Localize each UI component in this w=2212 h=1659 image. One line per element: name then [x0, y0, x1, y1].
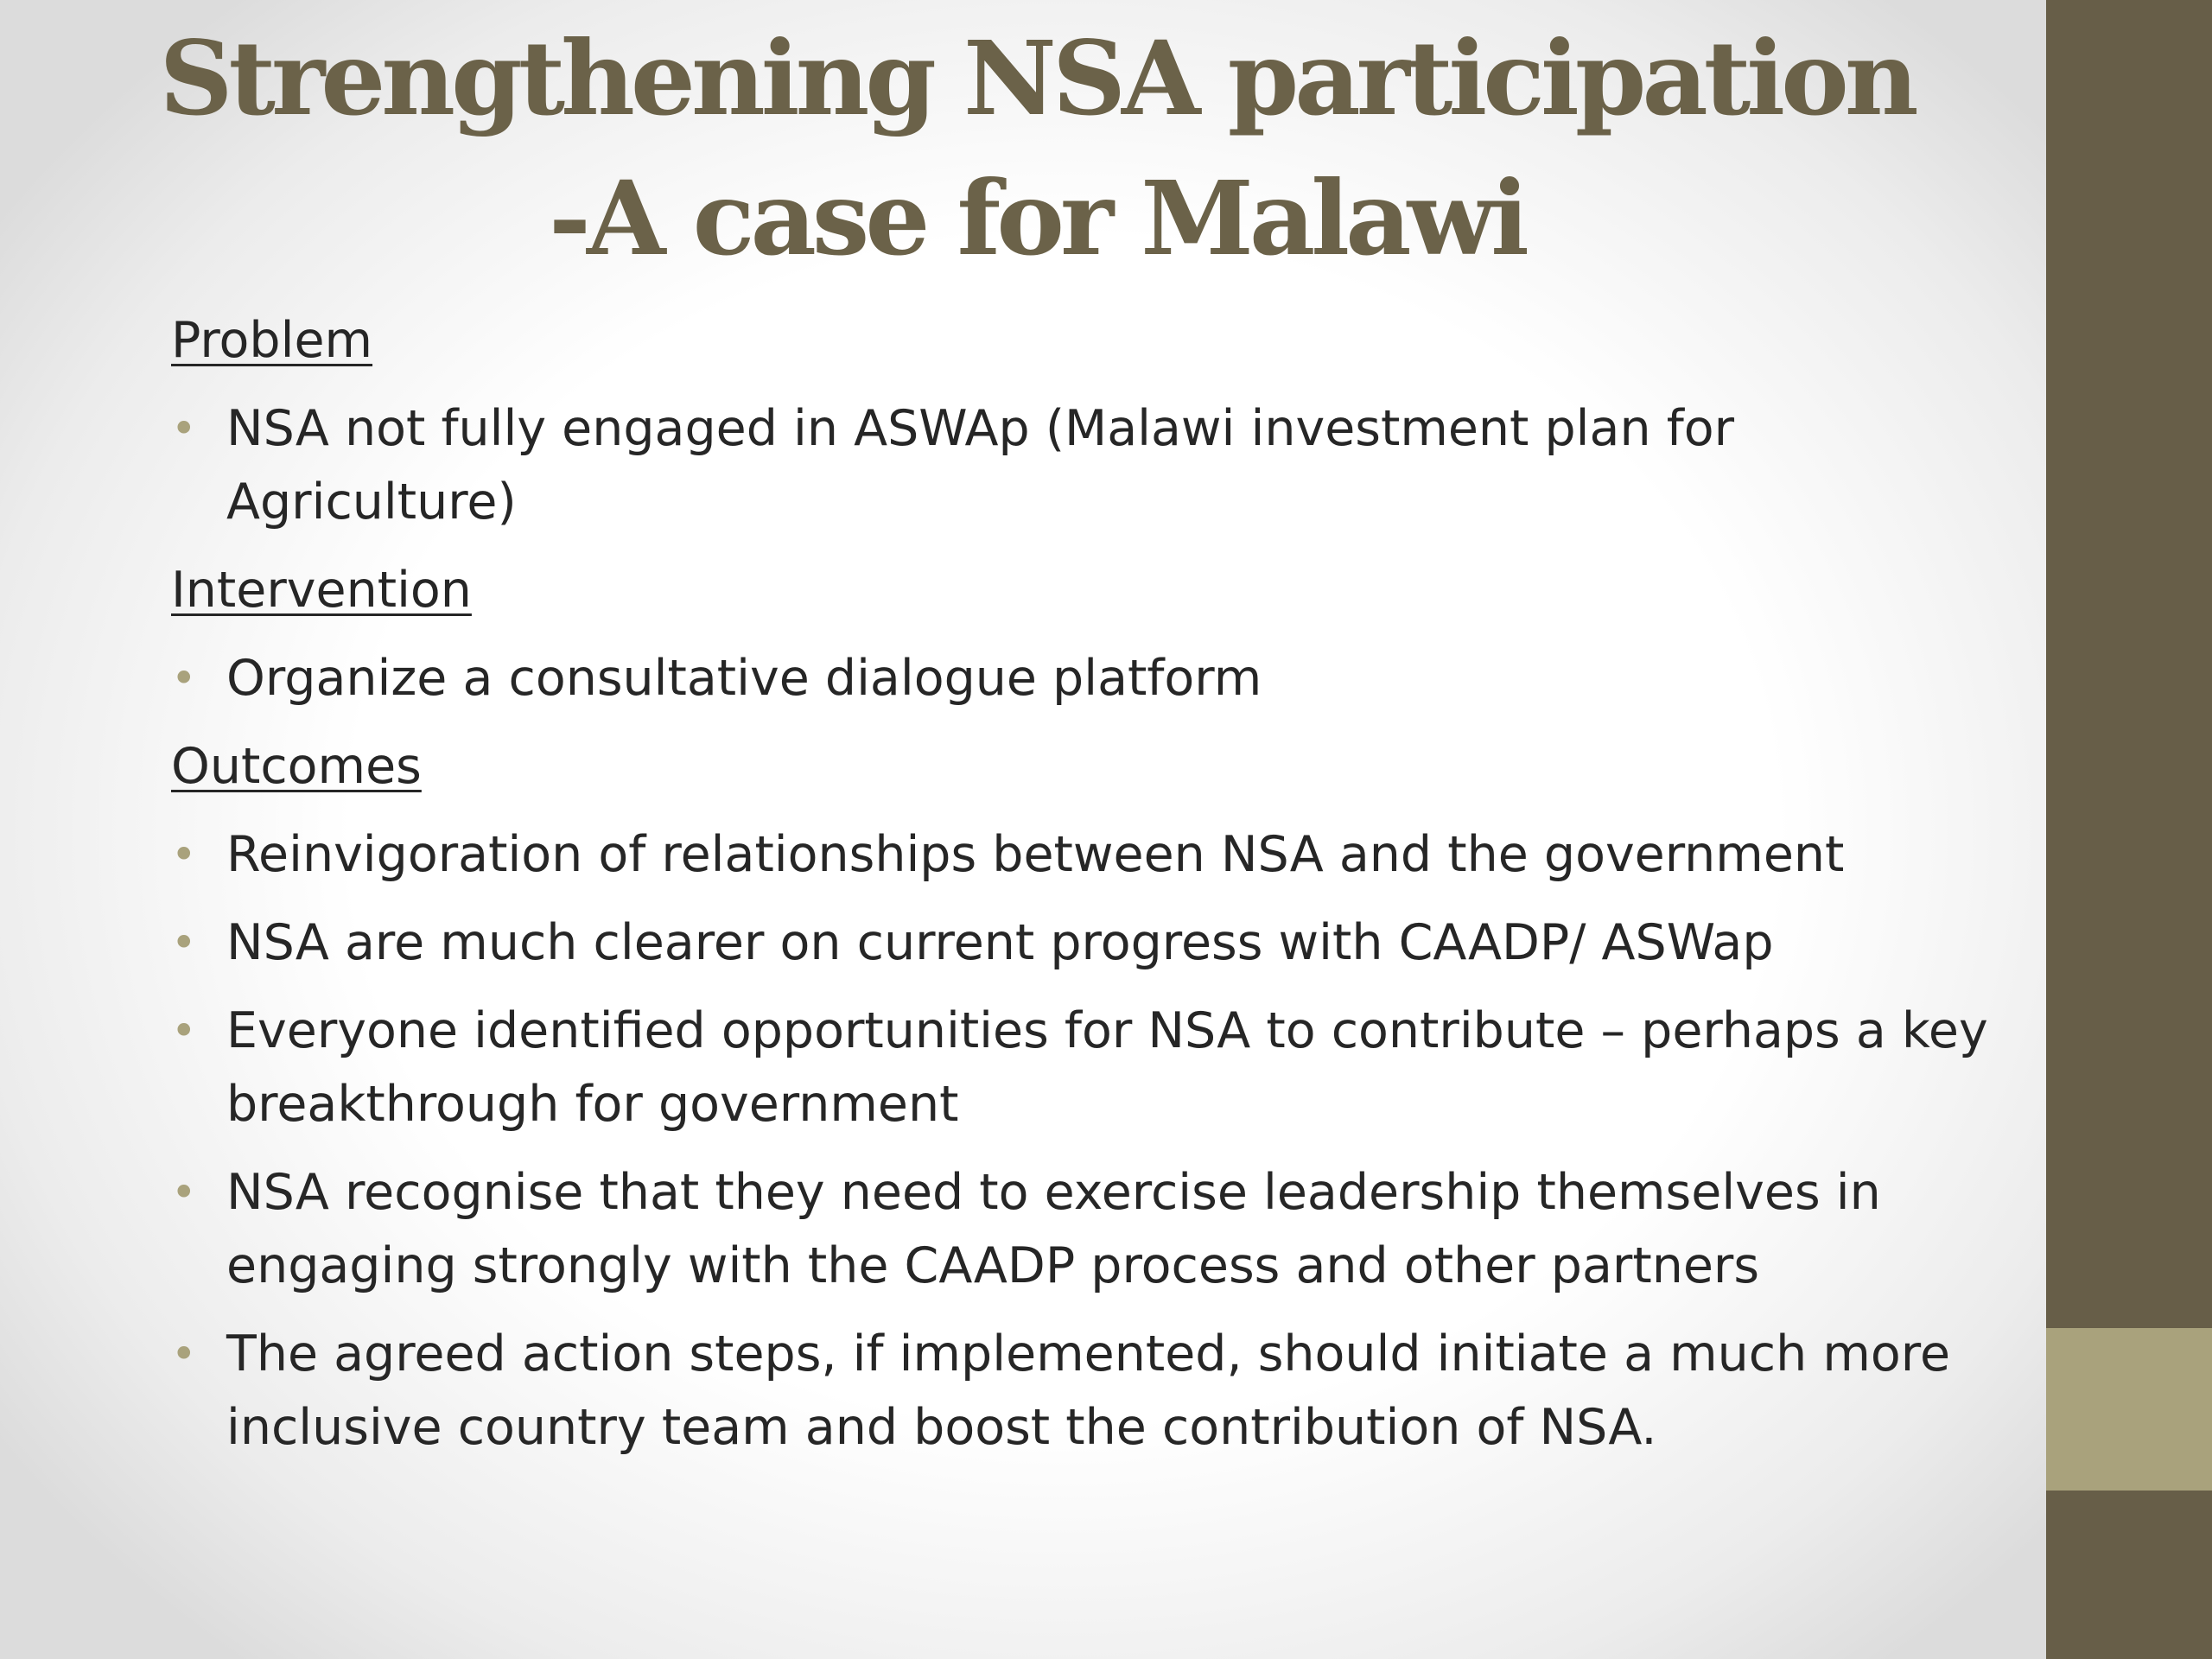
bullet-item	[171, 392, 2003, 539]
bullet-dot-icon: •	[171, 1167, 197, 1217]
bullet-dot-icon: •	[171, 918, 197, 968]
bullet-list-intervention	[171, 642, 2003, 715]
bullet-dot-icon: •	[171, 404, 197, 454]
section-intervention	[171, 554, 2003, 715]
section-heading-intervention: Intervention	[171, 562, 472, 619]
bullet-dot-icon: •	[171, 1329, 197, 1379]
bullet-item	[171, 1318, 2003, 1465]
slide-title	[130, 9, 1944, 289]
bullet-dot-icon: •	[171, 1006, 197, 1056]
bullet-dot-icon: •	[171, 653, 197, 703]
bullet-text: NSA are much clearer on current progress with CAADP/ ASWap	[226, 914, 1774, 971]
slide-body	[171, 304, 2003, 1479]
section-outcomes	[171, 730, 2003, 1465]
bullet-text: The agreed action steps, if implemented, should initiate a much more inclusive country team and boost the contribution of NSA.	[226, 1325, 1951, 1456]
section-problem	[171, 304, 2003, 539]
bullet-text: Reinvigoration of relationships between NSA and the government	[226, 826, 1845, 883]
bullet-dot-icon: •	[171, 830, 197, 880]
bullet-item	[171, 995, 2003, 1141]
bullet-list-outcomes	[171, 818, 2003, 1465]
side-accent-block	[2046, 1328, 2212, 1491]
bullet-text: Organize a consultative dialogue platform	[226, 650, 1262, 707]
slide-title-line-1: Strengthening NSA participation	[159, 18, 1915, 138]
bullet-item	[171, 818, 2003, 892]
bullet-list-problem	[171, 392, 2003, 539]
bullet-text: NSA recognise that they need to exercise leadership themselves in engaging strongly with the CAADP process and other partners	[226, 1164, 1881, 1294]
bullet-text: Everyone identified opportunities for NSA to contribute – perhaps a key breakthrough for government	[226, 1002, 1988, 1133]
bullet-item	[171, 906, 2003, 980]
bullet-item	[171, 642, 2003, 715]
bullet-text: NSA not fully engaged in ASWAp (Malawi investment plan for Agriculture)	[226, 400, 1735, 531]
bullet-item	[171, 1156, 2003, 1303]
slide-title-line-2: -A case for Malawi	[549, 158, 1525, 278]
section-heading-outcomes: Outcomes	[171, 738, 422, 795]
section-heading-problem: Problem	[171, 312, 373, 369]
